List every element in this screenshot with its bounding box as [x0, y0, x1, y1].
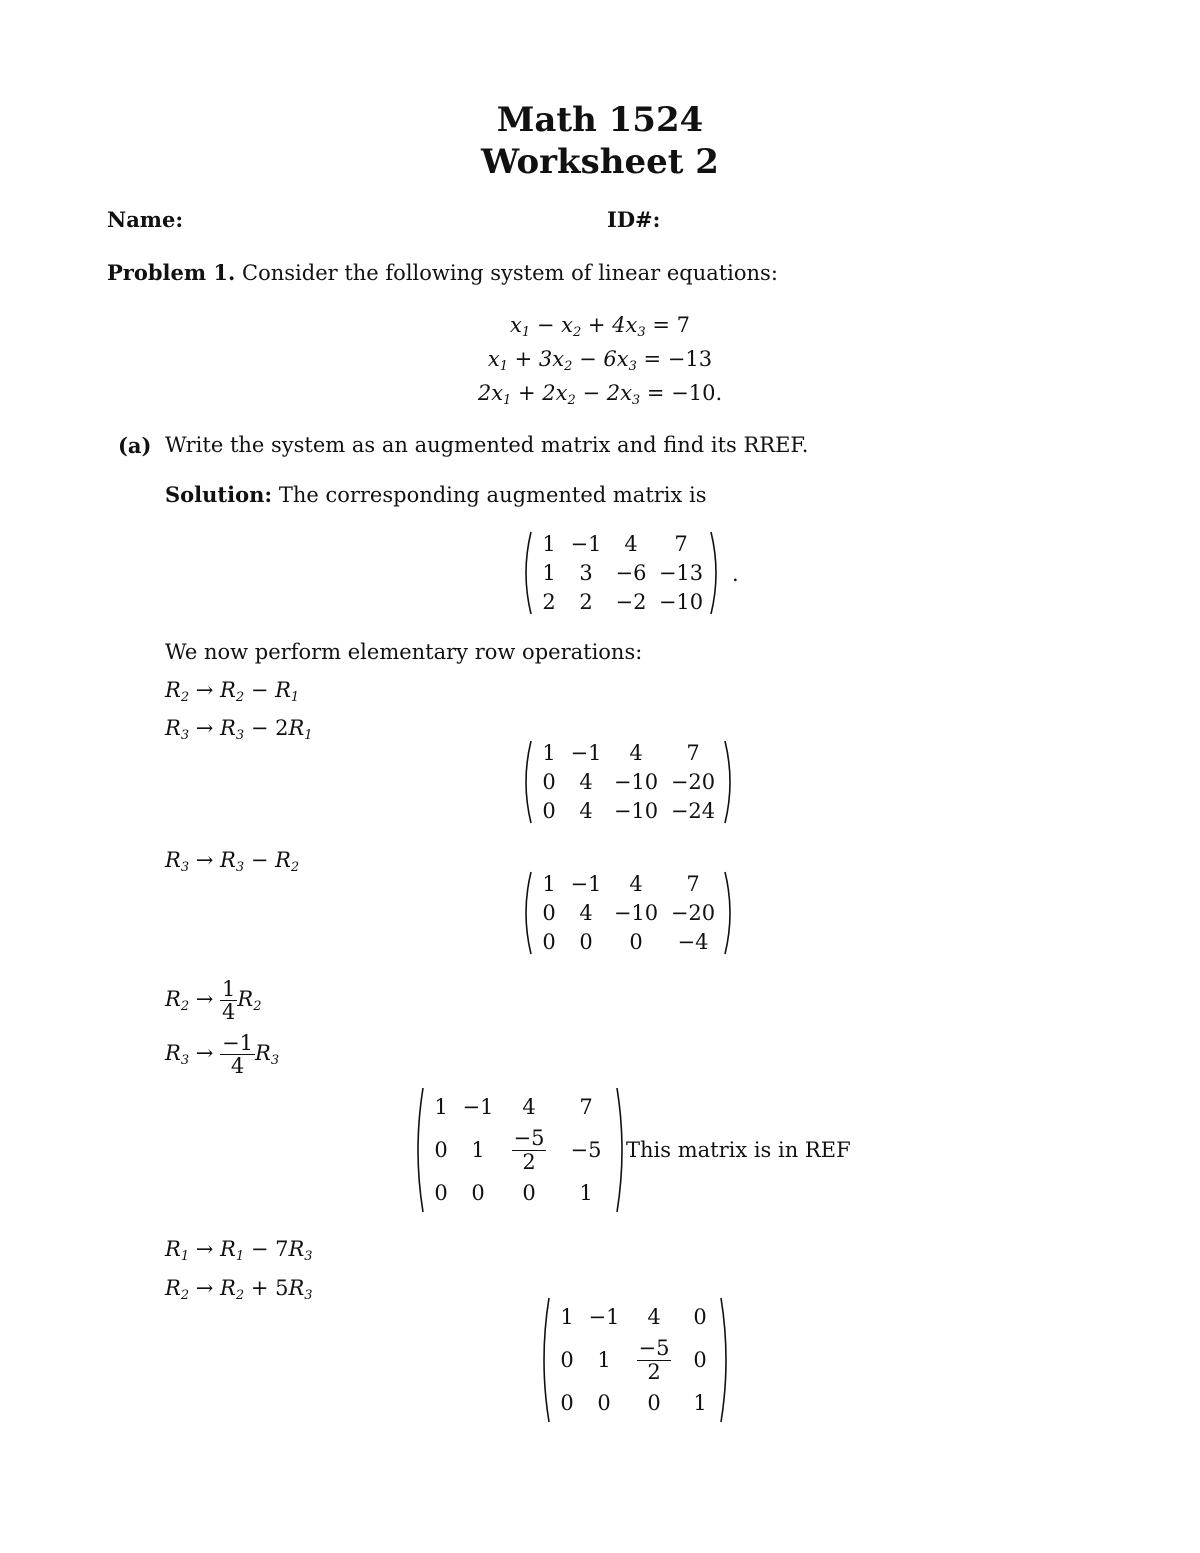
matrix-cell: −20 [670, 769, 716, 794]
matrix-cell: 0 [560, 1348, 574, 1372]
name-label: Name: [107, 207, 184, 232]
left-paren [520, 870, 534, 956]
matrix-cell: 1 [693, 1391, 707, 1416]
matrix-cell: 1 [542, 741, 556, 766]
matrix-cell: 0 [542, 769, 556, 794]
matrix-cell: −5 [570, 1138, 602, 1162]
row-op-scale-r2: $R_2$ → $\frac{1}{4}$ $R_2$ [165, 977, 262, 1025]
problem-1-intro: Consider the following system of linear equations: [242, 261, 778, 285]
matrix-cell: −10 [613, 900, 659, 925]
matrix-cell: −6 [615, 560, 647, 585]
matrix-cell: −10 [613, 798, 659, 823]
equation-2: $x_1 + 3x_2 - 6x_3 = -13$ [487, 347, 713, 374]
solution-label: Solution: [165, 482, 273, 507]
id-label: ID#: [607, 207, 661, 232]
matrix-period: . [732, 562, 739, 586]
matrix-cell: −2 [615, 589, 647, 614]
matrix-entries [552, 1296, 718, 1424]
row-op-r3-minus-r2: $R_3 \to R_3 - R_2$ [165, 848, 300, 875]
matrix-cell: 7 [579, 1094, 593, 1119]
matrix-entries [534, 530, 708, 616]
course-title: Math 1524 [496, 100, 704, 140]
part-a-prompt: Write the system as an augmented matrix and find its RREF. [165, 433, 809, 457]
matrix-cell: 2 [542, 589, 556, 614]
row-op-scale-r3: $R_3$ → $\frac{-1}{4}$ $R_3$ [165, 1031, 280, 1079]
matrix-cell: 0 [522, 1181, 536, 1206]
left-paren [412, 1086, 426, 1214]
matrix-cell: 0 [471, 1181, 485, 1206]
matrix-cell: 1 [542, 532, 556, 557]
right-paren [718, 1296, 732, 1424]
matrix-cell: −13 [658, 560, 704, 585]
matrix-cell: −24 [670, 798, 716, 823]
matrix-cell: −10 [613, 769, 659, 794]
matrix-cell: −1 [570, 741, 602, 766]
matrix-cell: 0 [542, 798, 556, 823]
matrix-cell: 7 [674, 532, 688, 557]
matrix-cell: 1 [579, 1181, 593, 1206]
solution-line [165, 482, 707, 507]
matrix-cell: 0 [693, 1304, 707, 1329]
matrix-cell: 1 [471, 1138, 485, 1162]
augmented-matrix [520, 530, 722, 616]
matrix-cell: 0 [542, 929, 556, 954]
matrix-cell: 1 [597, 1348, 611, 1372]
row-ops-intro: We now perform elementary row operations: [165, 640, 643, 664]
matrix-cell: −1 [570, 872, 602, 897]
matrix-cell: 4 [579, 798, 593, 823]
matrix-step-1 [520, 739, 736, 825]
row-op-r1-minus-7r3: $R_1 \to R_1 - 7R_3$ [165, 1237, 313, 1264]
matrix-cell: −1 [588, 1304, 620, 1329]
matrix-cell: 4 [624, 532, 638, 557]
matrix-cell: −1 [462, 1094, 494, 1119]
matrix-cell: 0 [629, 929, 643, 954]
matrix-cell: −10 [658, 589, 704, 614]
matrix-step-2 [520, 870, 736, 956]
left-paren [538, 1296, 552, 1424]
matrix-step-4 [538, 1296, 732, 1424]
matrix-cell: 4 [629, 872, 643, 897]
worksheet-title: Worksheet 2 [481, 142, 719, 182]
matrix-cell: 0 [434, 1138, 448, 1162]
right-paren [722, 870, 736, 956]
matrix-cell: 4 [579, 900, 593, 925]
ref-note: This matrix is in REF [626, 1138, 851, 1162]
matrix-cell: 0 [542, 900, 556, 925]
right-paren [708, 530, 722, 616]
matrix-cell: 7 [686, 872, 700, 897]
left-paren [520, 530, 534, 616]
matrix-cell: 0 [560, 1391, 574, 1416]
row-op-r2-plus-5r3: $R_2 \to R_2 + 5R_3$ [165, 1276, 313, 1303]
matrix-cell: $\frac{-5}{2}$ [638, 1336, 670, 1384]
matrix-cell: 7 [686, 741, 700, 766]
matrix-cell: 4 [522, 1094, 536, 1119]
part-a-label: (a) [118, 433, 152, 458]
matrix-cell: −4 [677, 929, 709, 954]
matrix-cell: 4 [579, 769, 593, 794]
matrix-cell: −20 [670, 900, 716, 925]
matrix-entries [534, 739, 722, 825]
matrix-cell: 1 [542, 872, 556, 897]
matrix-cell: $\frac{-5}{2}$ [513, 1126, 545, 1174]
matrix-cell: 3 [579, 560, 593, 585]
left-paren [520, 739, 534, 825]
solution-text: The corresponding augmented matrix is [278, 483, 707, 507]
matrix-cell: 1 [560, 1304, 574, 1329]
matrix-cell: 0 [597, 1391, 611, 1416]
row-op-r2-minus-r1: $R_2 \to R_2 - R_1$ [165, 678, 300, 705]
row-op-r3-minus-2r1: $R_3 \to R_3 - 2R_1$ [165, 716, 313, 743]
matrix-cell: 0 [693, 1348, 707, 1372]
matrix-cell: 1 [434, 1094, 448, 1119]
matrix-cell: 4 [647, 1304, 661, 1329]
matrix-entries [426, 1086, 614, 1214]
matrix-cell: 0 [647, 1391, 661, 1416]
matrix-cell: 4 [629, 741, 643, 766]
matrix-cell: 1 [542, 560, 556, 585]
matrix-step-3-ref [412, 1086, 628, 1214]
right-paren [722, 739, 736, 825]
matrix-entries [534, 870, 722, 956]
equation-1: $x_1 - x_2 + 4x_3 = 7$ [510, 313, 690, 340]
problem-1-statement [107, 260, 778, 285]
matrix-cell: −1 [570, 532, 602, 557]
matrix-cell: 2 [579, 589, 593, 614]
equation-3: $2x_1 + 2x_2 - 2x_3 = -10$. [477, 381, 723, 408]
problem-1-label: Problem 1. [107, 260, 236, 285]
matrix-cell: 0 [579, 929, 593, 954]
matrix-cell: 0 [434, 1181, 448, 1206]
